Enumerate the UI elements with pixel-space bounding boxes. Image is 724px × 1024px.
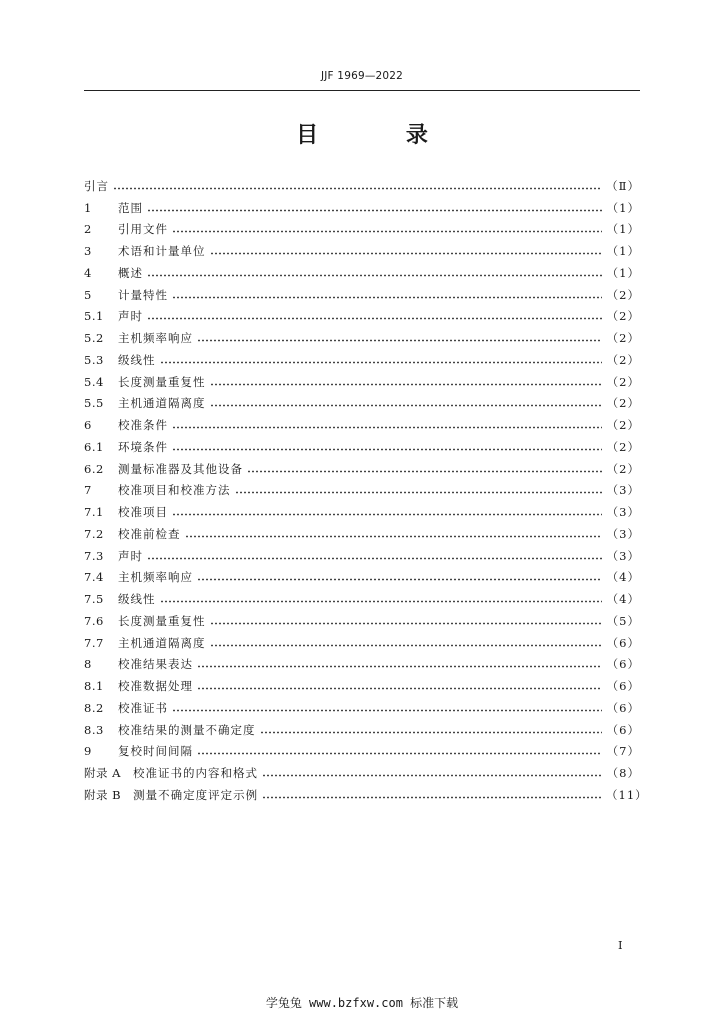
toc-entry-title: 引言 (84, 178, 109, 193)
toc-entry-number: 8.3 (84, 722, 104, 737)
toc-entry-title: 计量特性 (118, 287, 168, 302)
toc-entry-number: 2 (84, 222, 92, 237)
toc-entry-page: （2） (606, 287, 640, 302)
toc-entry-number: 5.3 (84, 352, 104, 367)
toc-entry-page: （11） (606, 787, 648, 802)
toc-entry-number: 8 (84, 657, 92, 672)
toc-entry-title: 环境条件 (118, 439, 168, 454)
dot-leader (210, 644, 603, 647)
toc-entry-page: （8） (606, 766, 640, 780)
toc-entry-number: 7.6 (84, 613, 104, 628)
toc-entry-title: 主机频率响应 (118, 331, 193, 345)
toc-entry-page: （3） (606, 505, 640, 519)
dot-leader (147, 274, 602, 277)
toc-entry-7-2[interactable] (84, 519, 640, 541)
toc-entry-number: 5.4 (84, 374, 104, 389)
toc-entry-appendix-b[interactable] (84, 780, 648, 802)
toc-entry-number: 5.1 (84, 309, 104, 324)
toc-entry-6[interactable] (84, 410, 640, 432)
dot-leader (147, 317, 602, 320)
toc-entry-page: （2） (606, 461, 640, 476)
toc-entry-page: （2） (606, 331, 640, 345)
toc-entry-page: （4） (606, 592, 640, 606)
toc-entry-9[interactable] (84, 737, 640, 759)
dot-leader (172, 709, 602, 712)
toc-entry-number: 5.2 (84, 331, 104, 345)
toc-entry-5-2[interactable] (84, 323, 640, 345)
toc-entry-number: 6.2 (84, 461, 104, 476)
dot-leader (197, 578, 602, 581)
toc-entry-page: （5） (606, 613, 640, 628)
toc-entry-page: （6） (606, 679, 640, 693)
toc-entry-title: 级线性 (118, 592, 156, 606)
dot-leader (260, 731, 603, 734)
toc-entry-page: （7） (606, 744, 640, 759)
toc-entry-8[interactable] (84, 650, 640, 672)
toc-entry-page: （3） (606, 548, 640, 563)
dot-leader (247, 470, 602, 473)
toc-entry-1[interactable] (84, 193, 640, 215)
dot-leader (262, 796, 602, 799)
dot-leader (197, 687, 602, 690)
toc-entry-title: 引用文件 (118, 222, 168, 237)
toc-entry-title: 校准证书的内容和格式 (132, 766, 258, 780)
toc-entry-page: （6） (606, 700, 640, 715)
toc-entry-title: 声时 (118, 309, 143, 324)
toc-entry-7-7[interactable] (84, 628, 640, 650)
toc-entry-8-2[interactable] (84, 693, 640, 715)
toc-entry-page: （2） (606, 374, 640, 389)
toc-entry-number: 6.1 (84, 439, 104, 454)
toc-entry-page: （1） (606, 200, 640, 215)
toc-entry-page: （6） (606, 722, 640, 737)
toc-entry-title: 校准结果的测量不确定度 (118, 722, 256, 737)
toc-entry-2[interactable] (84, 215, 640, 237)
dot-leader (197, 339, 602, 342)
toc-entry-title: 测量标准器及其他设备 (118, 461, 243, 476)
toc-entry-page: （2） (606, 396, 640, 411)
toc-entry-title: 校准项目 (118, 505, 168, 519)
toc-entry-8-3[interactable] (84, 715, 640, 737)
toc-entry-number: 3 (84, 244, 92, 258)
toc-entry-number: 5.5 (84, 396, 104, 411)
dot-leader (210, 622, 603, 625)
toc-entry-number: 8.1 (84, 679, 104, 693)
toc-entry-5-4[interactable] (84, 367, 640, 389)
toc-entry-number: 4 (84, 265, 92, 280)
toc-entry-page: （3） (606, 526, 640, 541)
toc-entry-3[interactable] (84, 236, 640, 258)
toc-entry-page: （1） (606, 244, 640, 258)
toc-entry-number: 6 (84, 418, 92, 432)
toc-entry-number: 7.2 (84, 526, 104, 541)
dot-leader (147, 209, 602, 212)
toc-entry-title: 级线性 (118, 352, 156, 367)
dot-leader (185, 535, 603, 538)
toc-entry-title: 校准前检查 (118, 526, 181, 541)
toc-entry-title: 概述 (118, 265, 143, 280)
watermark-footer: 学兔兔 www.bzfxw.com 标准下载 (265, 996, 459, 1010)
toc-entry-title: 长度测量重复性 (118, 374, 206, 389)
toc-entry-title: 范围 (118, 200, 143, 215)
page-title: 目 录 (296, 122, 468, 148)
toc-entry-5-1[interactable] (84, 302, 640, 324)
toc-entry-5-3[interactable] (84, 345, 640, 367)
toc-entry-6-1[interactable] (84, 432, 640, 454)
document-code-header: JJF 1969—2022 (320, 70, 404, 82)
dot-leader (160, 361, 603, 364)
toc-entry-7-6[interactable] (84, 606, 640, 628)
dot-leader (160, 600, 603, 603)
toc-entry-title: 长度测量重复性 (118, 613, 206, 628)
toc-entry-4[interactable] (84, 258, 640, 280)
toc-entry-page: （1） (606, 222, 640, 237)
toc-entry-title: 主机通道隔离度 (118, 635, 206, 650)
toc-entry-title: 校准数据处理 (118, 679, 193, 693)
dot-leader (172, 448, 602, 451)
toc-entry-7-5[interactable] (84, 584, 640, 606)
toc-entry-number: 7 (84, 483, 92, 498)
toc-entry-page: （2） (606, 418, 640, 432)
dot-leader (147, 557, 602, 560)
toc-entry-title: 复校时间间隔 (118, 744, 193, 759)
dot-leader (172, 230, 602, 233)
toc-entry-page: （4） (606, 570, 640, 585)
toc-entry-page: （2） (606, 439, 640, 454)
toc-entry-page: （2） (606, 352, 640, 367)
dot-leader (262, 774, 602, 777)
toc-entry-number: 5 (84, 287, 92, 302)
toc-entry-page: （2） (606, 309, 640, 324)
toc-entry-6-2[interactable] (84, 454, 640, 476)
toc-entry-number: 7.3 (84, 548, 104, 563)
toc-entry-number: 附录 B (84, 787, 122, 802)
toc-entry-title: 测量不确定度评定示例 (133, 787, 259, 802)
dot-leader (235, 491, 603, 494)
toc-entry-number: 8.2 (84, 700, 104, 715)
toc-entry-page: （Ⅱ） (606, 178, 640, 193)
dot-leader (210, 404, 603, 407)
toc-entry-7-1[interactable] (84, 497, 640, 519)
toc-entry-appendix-a[interactable] (84, 758, 640, 780)
toc-entry-7-3[interactable] (84, 541, 640, 563)
dot-leader (197, 752, 602, 755)
dot-leader (197, 665, 602, 668)
toc-entry-7-4[interactable] (84, 563, 640, 585)
header-rule (84, 90, 640, 91)
toc-entry-number: 9 (84, 744, 92, 759)
dot-leader (210, 252, 603, 255)
toc-entry-title: 主机通道隔离度 (118, 396, 206, 411)
toc-entry-page: （1） (606, 265, 640, 280)
toc-entry-title: 校准结果表达 (118, 657, 193, 672)
toc-entry-number: 7.4 (84, 570, 104, 585)
toc-entry-title: 校准证书 (118, 700, 168, 715)
toc-entry-8-1[interactable] (84, 671, 640, 693)
toc-entry-page: （6） (606, 635, 640, 650)
dot-leader (172, 513, 602, 516)
dot-leader (172, 426, 602, 429)
toc-entry-number: 1 (84, 200, 92, 215)
toc-entry-foreword[interactable] (84, 171, 640, 193)
toc-entry-title: 术语和计量单位 (118, 244, 206, 258)
toc-entry-title: 校准项目和校准方法 (118, 483, 231, 498)
dot-leader (172, 296, 602, 299)
toc-entry-page: （6） (606, 657, 640, 672)
toc-entry-page: （3） (606, 483, 640, 498)
toc-entry-number: 7.5 (84, 592, 104, 606)
page-number: Ⅰ (618, 938, 623, 952)
toc-entry-5-5[interactable] (84, 389, 640, 411)
toc-entry-7[interactable] (84, 476, 640, 498)
dot-leader (113, 187, 602, 190)
toc-entry-number: 附录 A (84, 766, 121, 780)
toc-entry-title: 校准条件 (118, 418, 168, 432)
toc-entry-5[interactable] (84, 280, 640, 302)
toc-entry-number: 7.7 (84, 635, 104, 650)
dot-leader (210, 383, 603, 386)
toc-entry-number: 7.1 (84, 505, 104, 519)
toc-entry-title: 主机频率响应 (118, 570, 193, 585)
toc-entry-title: 声时 (118, 548, 143, 563)
table-of-contents (84, 171, 648, 802)
